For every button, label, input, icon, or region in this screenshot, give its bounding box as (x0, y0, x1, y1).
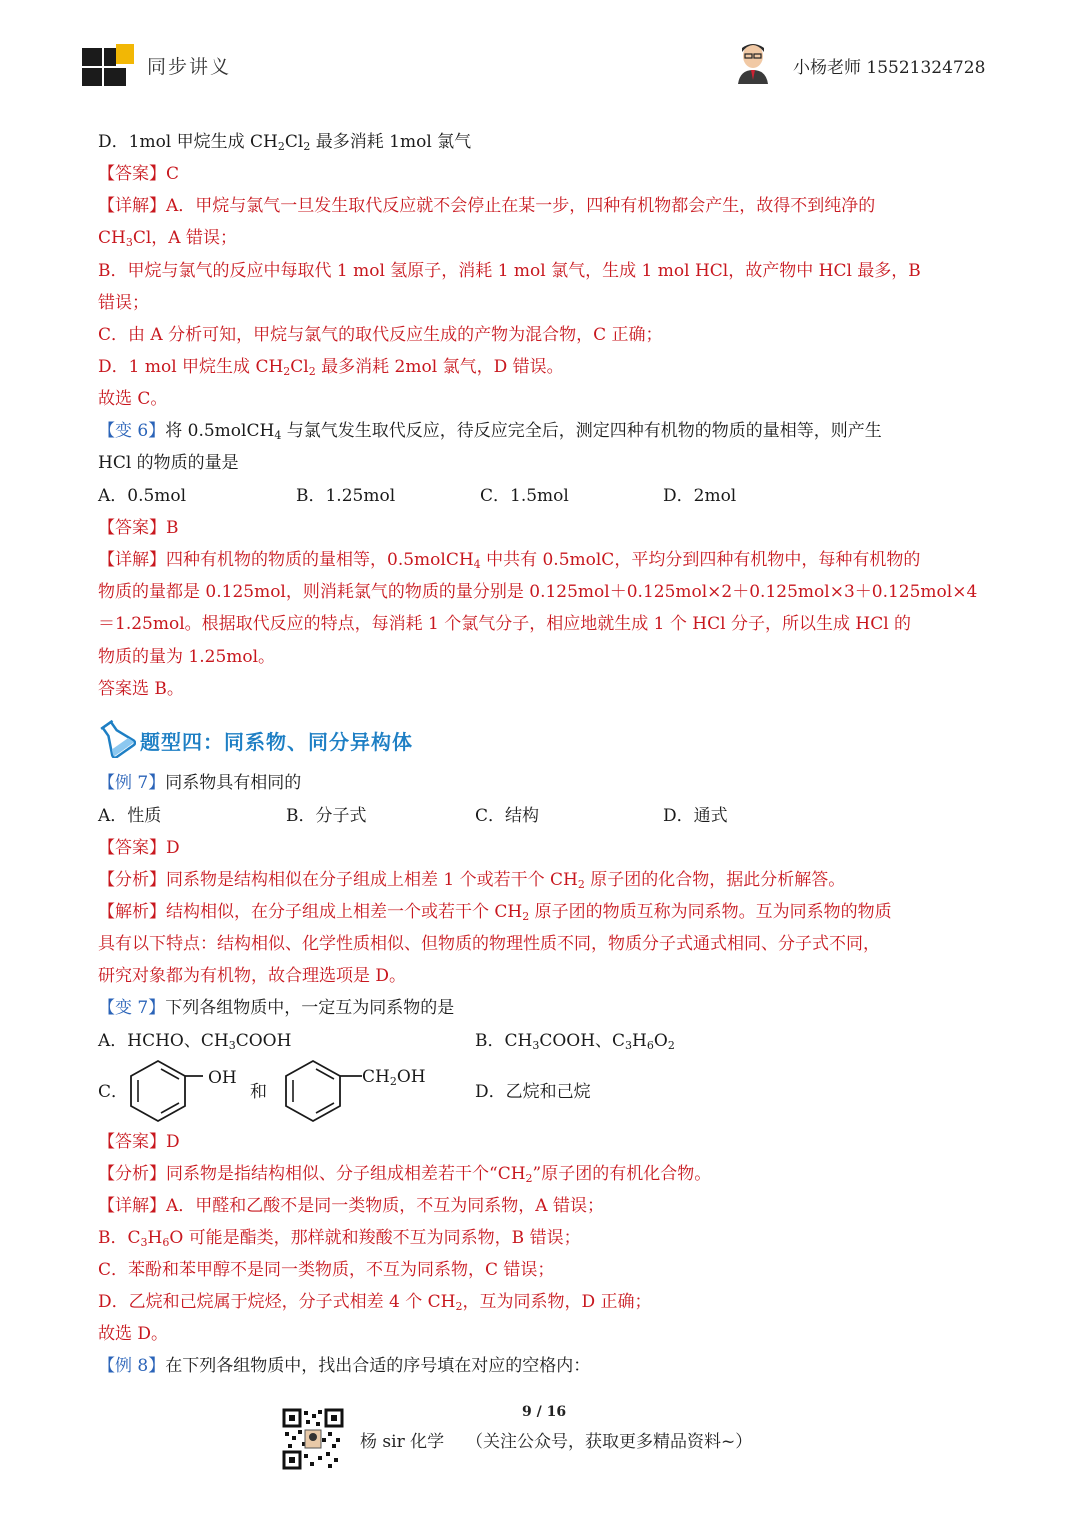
detail-1-e: 故选 C。 (98, 389, 168, 409)
detail-1-a2: $CH_3Cl$，A 错误； (98, 228, 237, 249)
variant-6-question: 【变 6】将 0.5molCH$_4$ 与氯气发生取代反应，待反应完全后，测定四种有机物的物质的量相等，则产生 (98, 421, 882, 442)
section-heading: 题型四：同系物、同分异构体 (140, 730, 413, 754)
analysis-7b: 【分析】同系物是指结构相似、分子组成相差若干个“$CH_2$”原子团的有机化合物。 (98, 1164, 712, 1185)
answer-6: 【答案】B (98, 518, 179, 538)
ch2oh-label: $CH_2OH$ (362, 1067, 426, 1088)
detail-7b-c: C．苯酚和苯甲醇不是同一类物质，不互为同系物，C 错误； (98, 1260, 555, 1280)
header-title: 同步讲义 (147, 56, 232, 78)
answer-7b: 【答案】D (98, 1132, 180, 1152)
phenol-structure (125, 1058, 205, 1124)
detail-7b-d: D．乙烷和己烷属于烷烃，分子式相差 4 个 $CH_2$，互为同系物，D 正确； (98, 1292, 652, 1313)
footer-note: （关注公众号，获取更多精品资料~） (466, 1432, 753, 1452)
explain-7-2: 具有以下特点：结构相似、化学性质相似、但物质的物理性质不同，物质分子式通式相同、分子式不同， (98, 934, 880, 954)
variant-7-option-c-label: C． (98, 1082, 129, 1102)
option-d-text: D．1mol 甲烷生成 $CH_2Cl_2$ 最多消耗 1mol 氯气 (98, 132, 472, 153)
example-7-option-c: C．结构 (475, 806, 540, 826)
teacher-contact: 小杨老师 15521324728 (793, 58, 986, 78)
detail-1-b: B．甲烷与氯气的反应中每取代 1 mol 氢原子，消耗 1 mol 氯气，生成 1 mol HCl，故产物中 HCl 最多，B (98, 261, 921, 281)
phenol-oh-label: OH (208, 1068, 237, 1088)
variant-6-option-a: A．0.5mol (98, 486, 187, 506)
detail-6-1: 【详解】四种有机物的物质的量相等，0.5molCH$_4$ 中共有 0.5molC，平均分到四种有机物中，每种有机物的 (98, 550, 921, 571)
flask-icon (96, 718, 136, 758)
detail-6-4: 物质的量为 1.25mol。 (98, 647, 276, 667)
explain-7-3: 研究对象都为有机物，故合理选项是 D。 (98, 966, 407, 986)
detail-6-3: ＝1.25mol。根据取代反应的特点，每消耗 1 个氯气分子，相应地就生成 1 个 HCl 分子，所以生成 HCl 的 (98, 614, 912, 634)
logo (80, 42, 136, 88)
example-8-question: 【例 8】在下列各组物质中，找出合适的序号填在对应的空格内： (98, 1356, 591, 1376)
page-number: 9 / 16 (522, 1404, 567, 1420)
detail-1-c: C．由 A 分析可知，甲烷与氯气的取代反应生成的产物为混合物，C 正确； (98, 325, 663, 345)
detail-1-b2: 错误； (98, 293, 149, 313)
variant-7-option-a: A．HCHO、$CH_3COOH$ (98, 1031, 292, 1052)
detail-7b-b: B．$C_3H_6O$ 可能是酯类，那样就和羧酸不互为同系物，B 错误； (98, 1228, 581, 1249)
answer-7: 【答案】D (98, 838, 180, 858)
variant-7-option-b: B．$CH_3COOH$、$C_3H_6O_2$ (475, 1031, 675, 1052)
detail-6-5: 答案选 B。 (98, 679, 184, 699)
variant-7-question: 【变 7】下列各组物质中，一定互为同系物的是 (98, 998, 455, 1018)
detail-1-a: 【详解】A．甲烷与氯气一旦发生取代反应就不会停止在某一步，四种有机物都会产生，故得不到纯净的 (98, 196, 876, 216)
explain-7-1: 【解析】结构相似，在分子组成上相差一个或若干个 $CH_2$ 原子团的物质互称为同系物。互为同系物的物质 (98, 902, 892, 923)
detail-1-d: D．1 mol 甲烷生成 $CH_2Cl_2$ 最多消耗 2mol 氯气，D 错误。 (98, 357, 564, 378)
detail-7b-a: 【详解】A．甲醛和乙酸不是同一类物质，不互为同系物，A 错误； (98, 1196, 604, 1216)
qr-code-icon (282, 1408, 344, 1470)
example-7-question: 【例 7】同系物具有相同的 (98, 773, 302, 793)
example-7-option-a: A．性质 (98, 806, 162, 826)
and-label: 和 (250, 1082, 267, 1102)
variant-7-option-d: D．乙烷和己烷 (475, 1082, 591, 1102)
variant-6-question-2: HCl 的物质的量是 (98, 453, 239, 473)
variant-6-option-d: D．2mol (663, 486, 737, 506)
variant-6-option-b: B．1.25mol (296, 486, 396, 506)
teacher-avatar (734, 40, 772, 84)
example-7-option-b: B．分子式 (286, 806, 367, 826)
benzyl-alcohol-structure (280, 1058, 364, 1124)
variant-6-option-c: C．1.5mol (480, 486, 569, 506)
analysis-7: 【分析】同系物是结构相似在分子组成上相差 1 个或若干个 $CH_2$ 原子团的化合物，据此分析解答。 (98, 870, 846, 891)
detail-6-2: 物质的量都是 0.125mol，则消耗氯气的物质的量分别是 0.125mol＋0.125mol×2＋0.125mol×3＋0.125mol×4 (98, 582, 978, 602)
footer-brand: 杨 sir 化学 (360, 1432, 445, 1452)
detail-7b-e: 故选 D。 (98, 1324, 169, 1344)
answer-1: 【答案】C (98, 164, 180, 184)
example-7-option-d: D．通式 (663, 806, 728, 826)
